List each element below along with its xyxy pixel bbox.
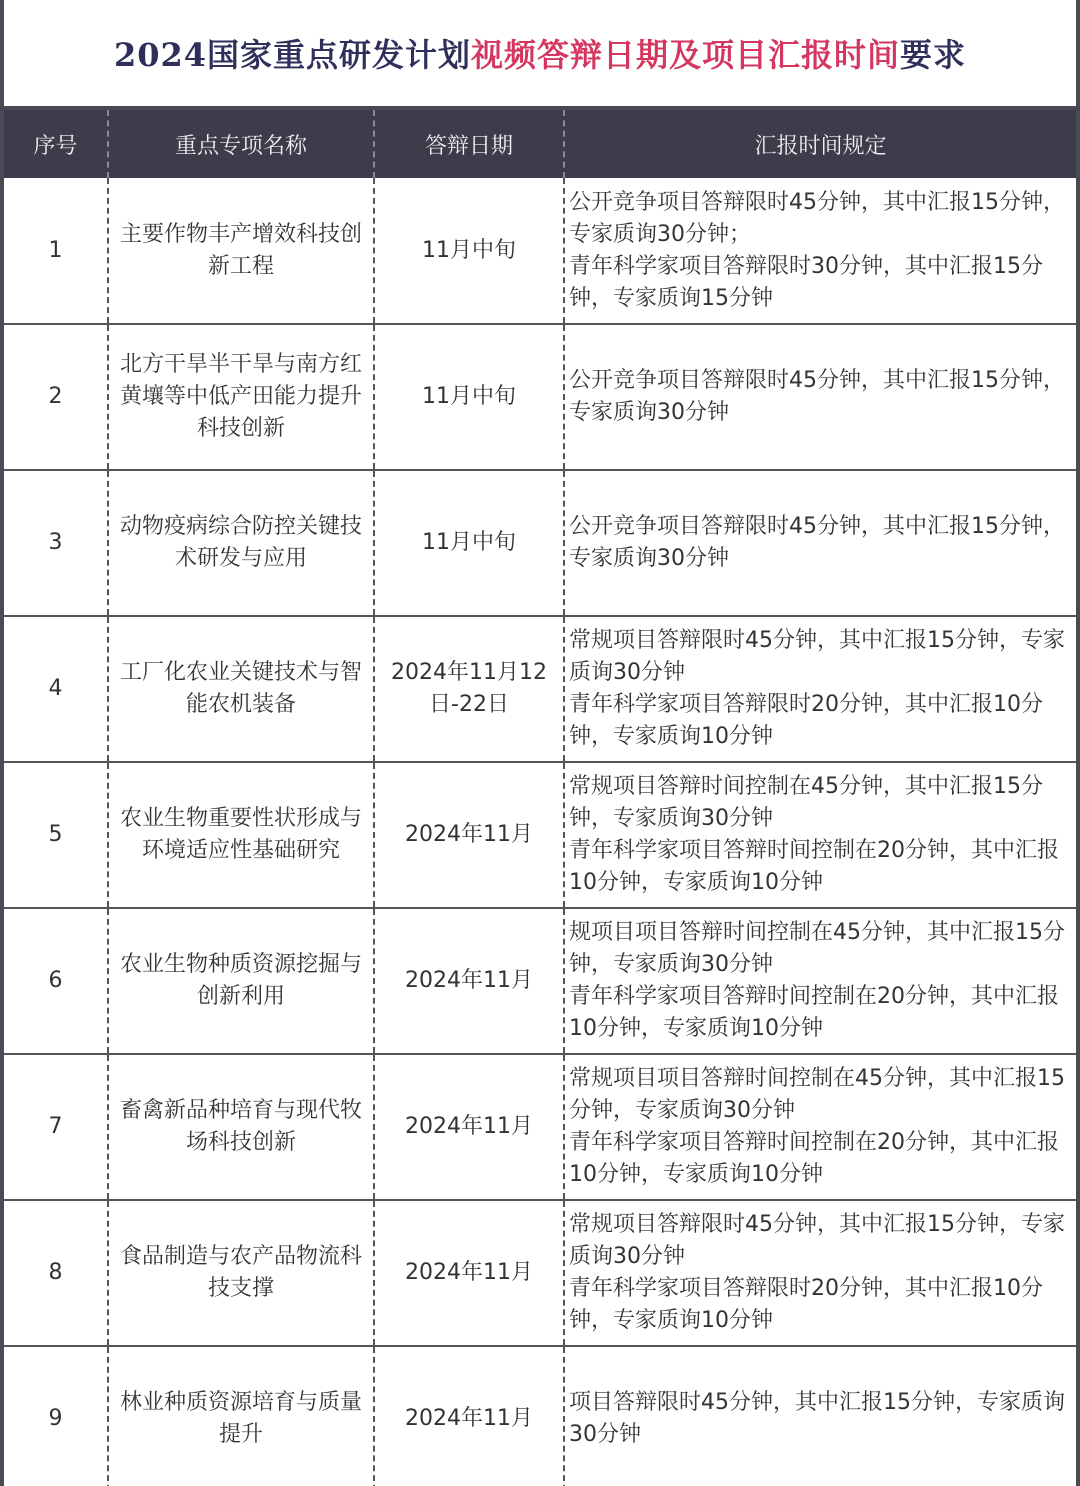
table-row bbox=[4, 616, 1076, 762]
header-name: 重点专项名称 bbox=[108, 110, 374, 178]
table-row bbox=[4, 178, 1076, 324]
row-date: 11月中旬 bbox=[374, 178, 564, 324]
row-num: 2 bbox=[4, 324, 108, 470]
row-num: 7 bbox=[4, 1054, 108, 1200]
header-date: 答辩日期 bbox=[374, 110, 564, 178]
row-name: 食品制造与农产品物流科技支撑 bbox=[108, 1200, 374, 1346]
row-name: 北方干旱半干旱与南方红黄壤等中低产田能力提升科技创新 bbox=[108, 324, 374, 470]
rule-line: 公开竞争项目答辩限时45分钟，其中汇报15分钟，专家质询30分钟 bbox=[569, 514, 1065, 571]
row-date: 2024年11月 bbox=[374, 908, 564, 1054]
row-rules bbox=[564, 1054, 1076, 1200]
row-date: 2024年11月 bbox=[374, 762, 564, 908]
row-name: 主要作物丰产增效科技创新工程 bbox=[108, 178, 374, 324]
row-name: 林业种质资源培育与质量提升 bbox=[108, 1346, 374, 1486]
title-part-1: 2024国家重点研发计划 bbox=[113, 36, 472, 74]
table-row bbox=[4, 470, 1076, 616]
table-row bbox=[4, 1054, 1076, 1200]
table-row bbox=[4, 762, 1076, 908]
rule-line: 规项目项目答辩时间控制在45分钟，其中汇报15分钟，专家质询30分钟 bbox=[569, 920, 1065, 977]
rule-line: 常规项目项目答辩时间控制在45分钟，其中汇报15分钟，专家质询30分钟 bbox=[569, 1066, 1065, 1123]
row-rules bbox=[564, 762, 1076, 908]
row-date: 2024年11月 bbox=[374, 1200, 564, 1346]
header-rules: 汇报时间规定 bbox=[564, 110, 1076, 178]
table-row bbox=[4, 908, 1076, 1054]
rule-line: 青年科学家项目答辩时间控制在20分钟，其中汇报10分钟，专家质询10分钟 bbox=[569, 838, 1059, 895]
row-rules bbox=[564, 470, 1076, 616]
row-rules bbox=[564, 908, 1076, 1054]
rule-line: 青年科学家项目答辩限时20分钟，其中汇报10分钟，专家质询10分钟 bbox=[569, 692, 1043, 749]
row-num: 8 bbox=[4, 1200, 108, 1346]
page-title bbox=[114, 30, 966, 76]
row-num: 9 bbox=[4, 1346, 108, 1486]
row-num: 4 bbox=[4, 616, 108, 762]
row-num: 5 bbox=[4, 762, 108, 908]
row-num: 6 bbox=[4, 908, 108, 1054]
schedule-table bbox=[4, 110, 1076, 1486]
row-date: 2024年11月 bbox=[374, 1054, 564, 1200]
table-header-row bbox=[4, 110, 1076, 178]
rule-line: 常规项目答辩限时45分钟，其中汇报15分钟，专家质询30分钟 bbox=[569, 628, 1065, 685]
row-name: 农业生物重要性状形成与环境适应性基础研究 bbox=[108, 762, 374, 908]
rule-line: 项目答辩限时45分钟，其中汇报15分钟，专家质询30分钟 bbox=[569, 1390, 1065, 1447]
header-num: 序号 bbox=[4, 110, 108, 178]
rule-line: 青年科学家项目答辩限时30分钟，其中汇报15分钟，专家质询15分钟 bbox=[569, 253, 1043, 311]
row-rules bbox=[564, 1346, 1076, 1486]
rule-line: 常规项目答辩限时45分钟，其中汇报15分钟，专家质询30分钟 bbox=[569, 1212, 1065, 1269]
row-date: 2024年11月12日-22日 bbox=[374, 616, 564, 762]
rule-line: 青年科学家项目答辩限时20分钟，其中汇报10分钟，专家质询10分钟 bbox=[569, 1276, 1043, 1333]
title-part-2: 要求 bbox=[900, 36, 967, 74]
row-date: 11月中旬 bbox=[374, 324, 564, 470]
rule-line: 常规项目答辩时间控制在45分钟，其中汇报15分钟，专家质询30分钟 bbox=[569, 774, 1043, 831]
rule-line: 公开竞争项目答辩限时45分钟，其中汇报15分钟，专家质询30分钟 bbox=[569, 368, 1065, 425]
row-name: 工厂化农业关键技术与智能农机装备 bbox=[108, 616, 374, 762]
table-row bbox=[4, 324, 1076, 470]
rule-line: 青年科学家项目答辩时间控制在20分钟，其中汇报10分钟，专家质询10分钟 bbox=[569, 984, 1059, 1041]
title-bar bbox=[4, 0, 1076, 110]
table-row bbox=[4, 1200, 1076, 1346]
row-rules bbox=[564, 1200, 1076, 1346]
row-date: 2024年11月 bbox=[374, 1346, 564, 1486]
row-num: 1 bbox=[4, 178, 108, 324]
row-rules bbox=[564, 324, 1076, 470]
row-rules bbox=[564, 616, 1076, 762]
title-highlight: 视频答辩日期及项目汇报时间 bbox=[471, 36, 901, 74]
row-rules bbox=[564, 178, 1076, 324]
row-name: 畜禽新品种培育与现代牧场科技创新 bbox=[108, 1054, 374, 1200]
row-date: 11月中旬 bbox=[374, 470, 564, 616]
row-name: 农业生物种质资源挖掘与创新利用 bbox=[108, 908, 374, 1054]
table-row bbox=[4, 1346, 1076, 1486]
rule-line: 公开竞争项目答辩限时45分钟，其中汇报15分钟，专家质询30分钟； bbox=[569, 189, 1065, 247]
row-num: 3 bbox=[4, 470, 108, 616]
rule-line: 青年科学家项目答辩时间控制在20分钟，其中汇报10分钟，专家质询10分钟 bbox=[569, 1130, 1059, 1187]
row-name: 动物疫病综合防控关键技术研发与应用 bbox=[108, 470, 374, 616]
